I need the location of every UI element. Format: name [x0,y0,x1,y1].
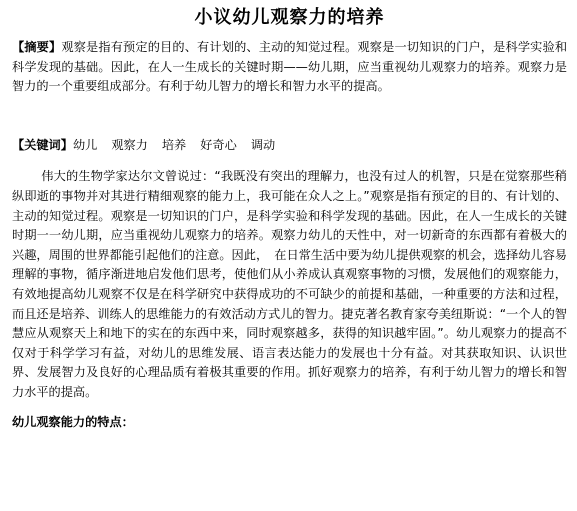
keyword-item: 观察力 [111,137,148,152]
abstract-paragraph [12,38,567,97]
keyword-item: 幼儿 [72,137,98,152]
document-title: 小议幼儿观察力的培养 [194,7,385,28]
abstract-label: 【摘要】 [12,40,62,54]
keyword-item: 调动 [250,137,276,152]
keyword-item: 好奇心 [200,137,237,152]
section-heading: 幼儿观察能力的特点： [12,414,134,429]
keyword-item: 培养 [161,137,187,152]
keywords-label: 【关键词】 [12,137,73,152]
body-paragraph: 伟大的生物学家达尔文曾说过：“我既没有突出的理解力，也没有过人的机智，只是在觉察那些稍纵即逝的事物并对其进行精细观察的能力上，我可能在众人之上。”观察是指有预定的目的、有计划的、主动的知觉过程。观察是一切知识的门户，是科学实验和科学发现的基础。因此，在人一生成长的关键时期一一幼儿期，应当重视幼儿观察力的培养。观察力幼儿的天性中，对一切新奇的东西都有着极大的兴趣，周围的世界都能引起他们的注意。因此， 在日常生活中要为幼儿提供观察的机会，选择幼儿容易理解的事物，循序渐进地启发他们思考，使他们从小养成认真观察事物的习惯，发展他们的观察能力，有效地提高幼儿观察不仅是在科学研究中获得成功的不可缺少的前提和基础，一种重要的方法和过程，而且还是培养、训练人的思维能力的有效活动方式儿的智力。捷克著名教育家夸美纽斯说：“一个人的智慧应从观察天上和地下的实在的东西中来，同时观察越多，获得的知识越牢固。”。幼儿观察力的提高不仅对于科学学习有益，对幼儿的思维发展、语言表达能力的发展也十分有益。对其获取知识、认识世界、发展智力及良好的心理品质有着极其重要的作用。抓好观察力的培养，有利于幼儿智力的增长和智力水平的提高。 [12,169,567,399]
keywords-line [12,136,567,156]
abstract-text: 观察是指有预定的目的、有计划的、主动的知觉过程。观察是一切知识的门户，是科学实验和科学发现的基础。因此，在人一生成长的关键时期——幼儿期，应当重视幼儿观察力的培养。观察力是智力的一个重要组成部分。有利于幼儿智力的增长和智力水平的提高。 [12,40,568,94]
